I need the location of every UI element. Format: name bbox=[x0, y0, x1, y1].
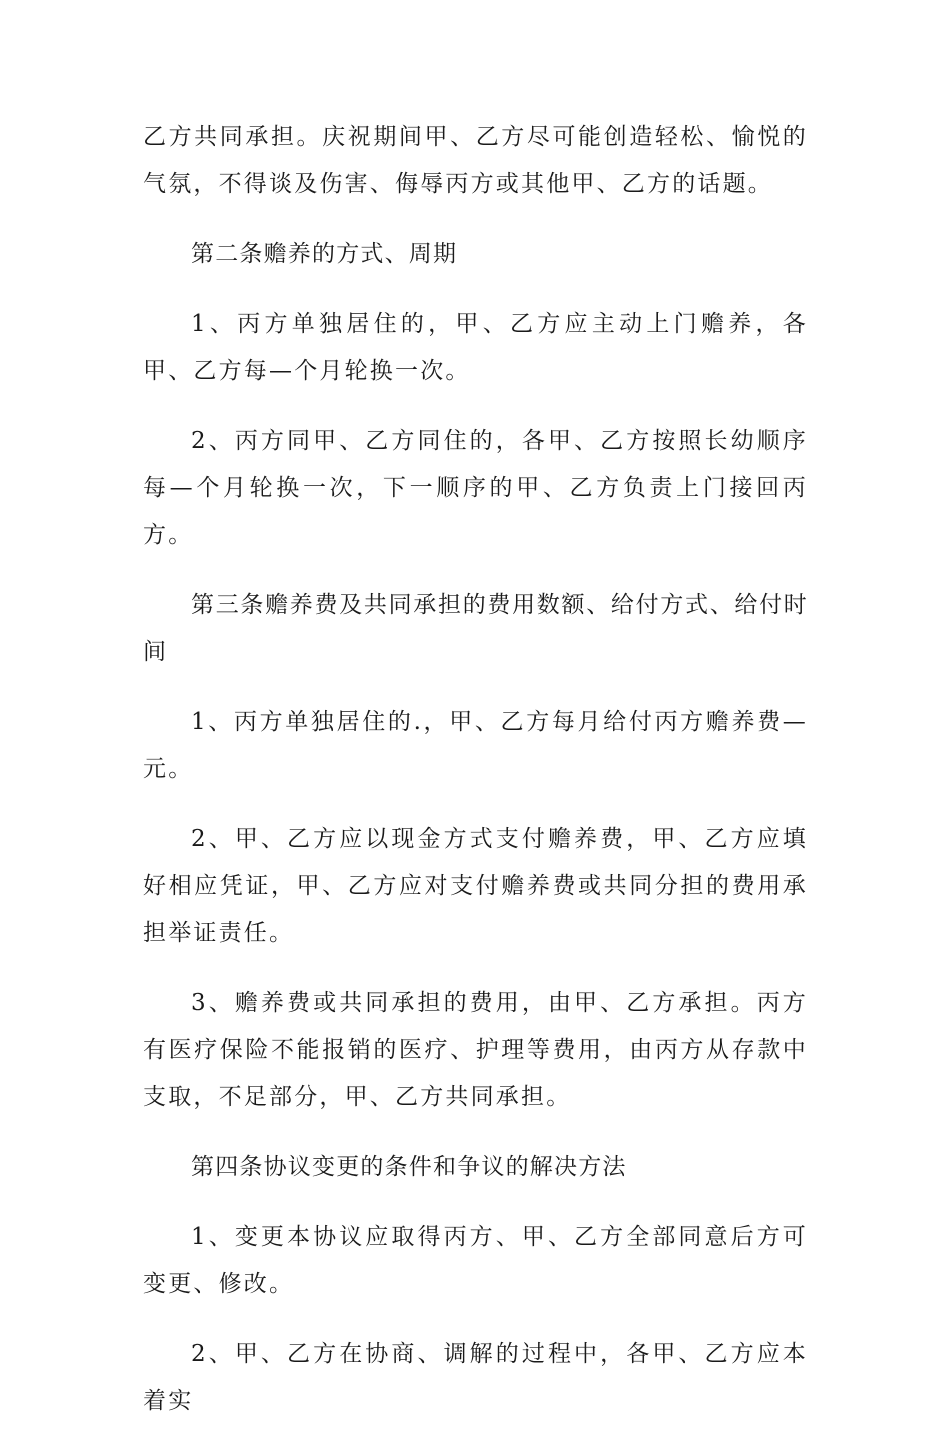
paragraph-article-2-item-2: 2、丙方同甲、乙方同住的，各甲、乙方按照长幼顺序每—个月轮换一次，下一顺序的甲、乙方负责上门接回丙方。 bbox=[143, 428, 808, 548]
paragraph-article-3-item-1: 1、丙方单独居住的.，甲、乙方每月给付丙方赡养费—元。 bbox=[143, 709, 808, 782]
paragraph-continuation: 乙方共同承担。庆祝期间甲、乙方尽可能创造轻松、愉悦的气氛，不得谈及伤害、侮辱丙方或其他甲、乙方的话题。 bbox=[143, 124, 808, 197]
paragraph-article-2-item-1: 1、丙方单独居住的，甲、乙方应主动上门赡养，各甲、乙方每—个月轮换一次。 bbox=[143, 311, 808, 384]
section-heading-article-2: 第二条赡养的方式、周期 bbox=[191, 241, 458, 267]
paragraph-article-3-item-2: 2、甲、乙方应以现金方式支付赡养费，甲、乙方应填好相应凭证，甲、乙方应对支付赡养费或共同分担的费用承担举证责任。 bbox=[143, 826, 808, 946]
paragraph-article-4-item-2: 2、甲、乙方在协商、调解的过程中，各甲、乙方应本着实 bbox=[143, 1341, 808, 1414]
paragraph-article-4-item-1: 1、变更本协议应取得丙方、甲、乙方全部同意后方可变更、修改。 bbox=[143, 1224, 808, 1297]
section-heading-article-4: 第四条协议变更的条件和争议的解决方法 bbox=[191, 1154, 627, 1180]
section-heading-article-3: 第三条赡养费及共同承担的费用数额、给付方式、给付时间 bbox=[143, 592, 808, 665]
paragraph-article-3-item-3: 3、赡养费或共同承担的费用，由甲、乙方承担。丙方有医疗保险不能报销的医疗、护理等费用，由丙方从存款中支取，不足部分，甲、乙方共同承担。 bbox=[143, 990, 808, 1110]
document-body bbox=[143, 114, 808, 1448]
